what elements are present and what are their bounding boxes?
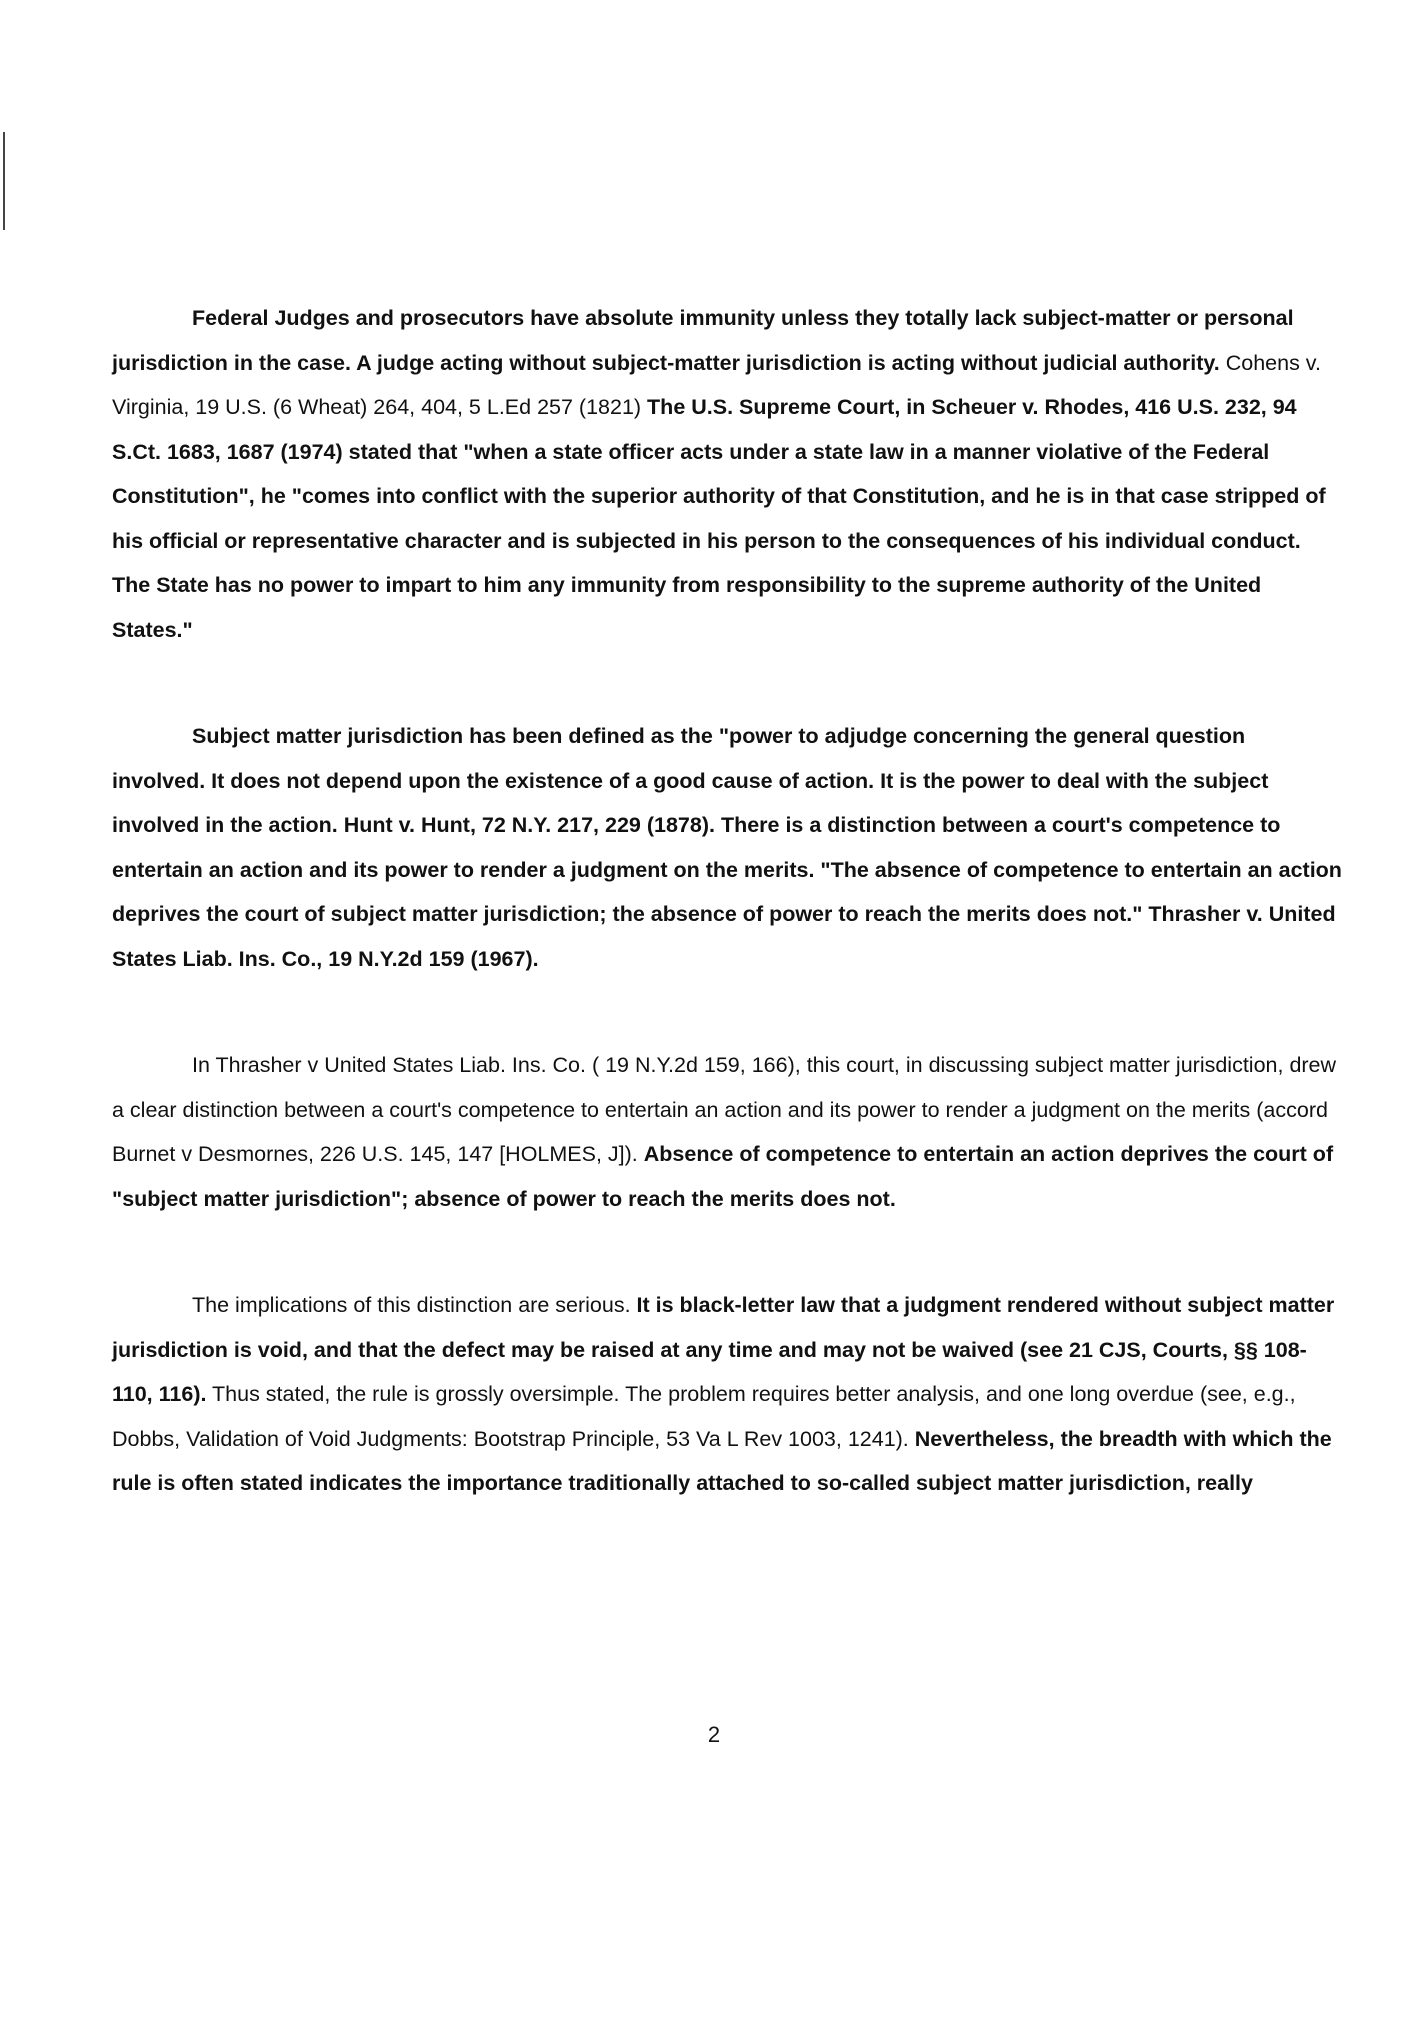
text-run: In Thrasher v United States Liab. Ins. Co. ( 19 N.Y.2d 159, 166), this court, in discussing subject matter jurisdiction, drew a clear distinction between a court's competence to entertain an action and its power to render a judgment on the merits (accord Burnet v Desmornes, 226 U.S. 145, 147 [HOLMES, J]). (112, 1053, 1337, 1166)
document-body (112, 296, 1344, 1506)
scan-edge-mark (3, 132, 5, 230)
text-run: Nevertheless, the breadth with which the rule is often stated indicates the importance traditionally attached to so-called subject matter jurisdiction, really (112, 1426, 1332, 1495)
citation-run: Cohens v. Virginia, 19 U.S. (6 Wheat) 264, 404, 5 L.Ed 257 (1821) (112, 350, 1321, 419)
paragraph-subject-matter-definition (112, 714, 1344, 981)
paragraph-implications (112, 1283, 1344, 1506)
paragraph-immunity (112, 296, 1344, 652)
text-run: Federal Judges and prosecutors have absolute immunity unless they totally lack subject-matter or personal jurisdiction in the case. A judge acting without subject-matter jurisdiction is acting without judicial authority. (112, 306, 1294, 375)
text-run: It is black-letter law that a judgment rendered without subject matter jurisdiction is void, and that the defect may be raised at any time and may not be waived (see 21 CJS, Courts, §§ 108-110, 116). (112, 1293, 1335, 1406)
page-number: 2 (707, 1722, 721, 1747)
text-run: Subject matter jurisdiction has been defined as the "power to adjudge concerning the general question involved. It does not depend upon the existence of a good cause of action. It is the power to deal with the subject involved in the action. Hunt v. Hunt, 72 N.Y. 217, 229 (1878). There is a distinction between a court's competence to entertain an action and its power to render a judgment on the merits. "The absence of competence to entertain an action deprives the court of subject matter jurisdiction; the absence of power to reach the merits does not." Thrasher v. United States Liab. Ins. Co., 19 N.Y.2d 159 (1967). (112, 724, 1342, 971)
text-run: Absence of competence to entertain an action deprives the court of "subject matter jurisdiction"; absence of power to reach the merits does not. (112, 1142, 1334, 1211)
text-run: The U.S. Supreme Court, in Scheuer v. Rhodes, 416 U.S. 232, 94 S.Ct. 1683, 1687 (1974) stated that "when a state officer acts under a state law in a manner violative of the Federal Constitution", he "comes into conflict with the superior authority of that Constitution, and he is in that case stripped of his official or representative character and is subjected in his person to the consequences of his individual conduct. The State has no power to impart to him any immunity from responsibility to the supreme authority of the United States." (112, 395, 1326, 642)
text-run: Thus stated, the rule is grossly oversimple. The problem requires better analysis, and one long overdue (see, e.g., Dobbs, Validation of Void Judgments: Bootstrap Principle, 53 Va L Rev 1003, 1241). (112, 1382, 1296, 1451)
text-run: The implications of this distinction are serious. (192, 1293, 637, 1317)
paragraph-thrasher (112, 1043, 1344, 1221)
